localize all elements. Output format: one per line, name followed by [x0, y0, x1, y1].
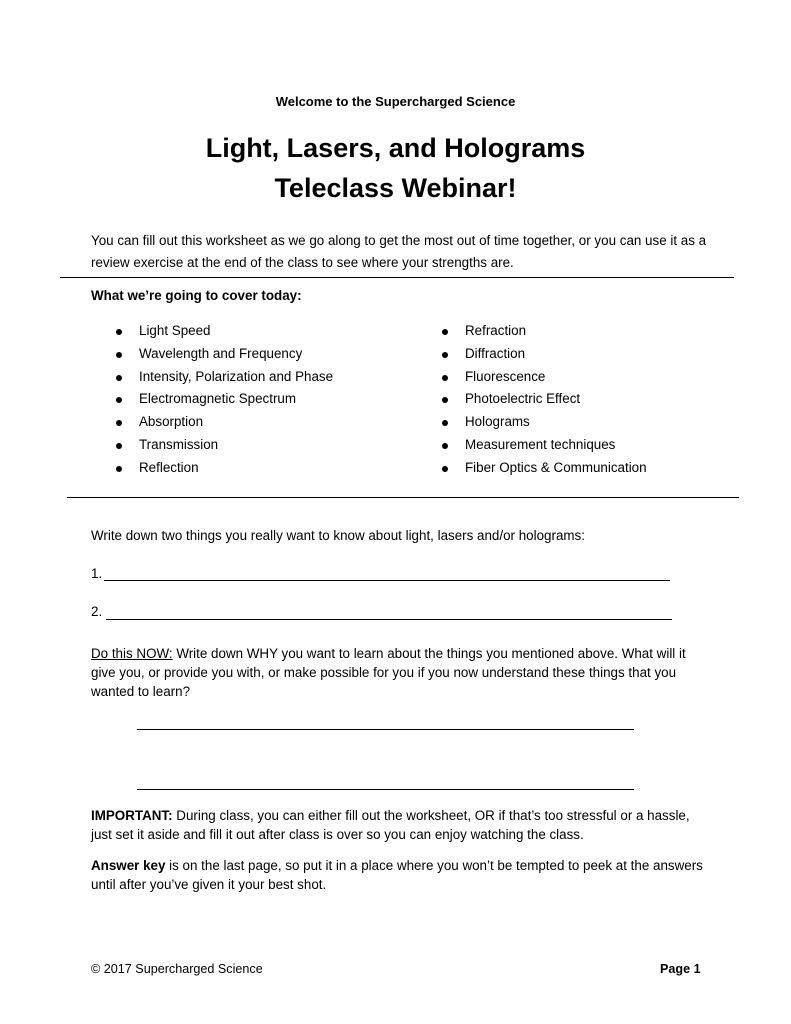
topic-list-left [114, 320, 333, 480]
important-paragraph [91, 806, 711, 844]
bullet-icon [442, 352, 448, 358]
bullet-icon [116, 466, 122, 472]
important-lead: IMPORTANT: [91, 808, 173, 823]
answer-line-2[interactable] [106, 619, 672, 620]
list-item: Refraction [440, 320, 647, 343]
answer-number-2: 2. [91, 604, 103, 619]
list-item: Wavelength and Frequency [114, 343, 333, 366]
cover-heading: What we’re going to cover today: [91, 288, 302, 303]
list-item: Light Speed [114, 320, 333, 343]
important-text: During class, you can either fill out the worksheet, OR if that’s too stressful or a hassle, just set it aside and fill it out after class is over so you can enjoy watching the class. [91, 808, 690, 842]
list-item: Transmission [114, 434, 333, 457]
list-item: Holograms [440, 411, 647, 434]
bullet-icon [116, 397, 122, 403]
intro-paragraph: You can fill out this worksheet as we go along to get the most out of time together, or you can use it as a review exercise at the end of the class to see where your strengths are. [91, 233, 707, 270]
bullet-icon [116, 352, 122, 358]
list-item: Measurement techniques [440, 434, 647, 457]
list-item: Fiber Optics & Communication [440, 457, 647, 480]
list-item: Photoelectric Effect [440, 388, 647, 411]
answer-number-1: 1. [91, 566, 103, 581]
questions-prompt: Write down two things you really want to know about light, lasers and/or holograms: [91, 528, 585, 543]
answer-line-1[interactable] [104, 580, 670, 581]
why-answer-line-1[interactable] [137, 729, 634, 730]
answer-key-lead: Answer key [91, 858, 166, 873]
bullet-icon [442, 329, 448, 335]
page-title-line-2: Teleclass Webinar! [274, 173, 517, 203]
bullet-icon [116, 443, 122, 449]
list-item: Reflection [114, 457, 333, 480]
welcome-heading: Welcome to the Supercharged Science [275, 94, 516, 109]
footer-copyright: © 2017 Supercharged Science [91, 962, 263, 976]
list-item: Diffraction [440, 343, 647, 366]
bullet-icon [442, 443, 448, 449]
answer-key-text: is on the last page, so put it in a place where you won’t be tempted to peek at the answers until after you’ve given it your best shot. [91, 858, 703, 892]
list-item: Electromagnetic Spectrum [114, 388, 333, 411]
why-answer-line-2[interactable] [137, 789, 634, 790]
answer-key-paragraph [91, 856, 711, 894]
list-item: Intensity, Polarization and Phase [114, 366, 333, 389]
bullet-icon [116, 329, 122, 335]
divider-top [60, 277, 734, 278]
list-item: Absorption [114, 411, 333, 434]
bullet-icon [116, 420, 122, 426]
bullet-icon [442, 466, 448, 472]
bullet-icon [442, 420, 448, 426]
bullet-icon [442, 375, 448, 381]
do-this-lead: Do this NOW: [91, 646, 173, 661]
list-item: Fluorescence [440, 366, 647, 389]
footer-page-number: Page 1 [660, 962, 701, 976]
page-title-line-1: Light, Lasers, and Holograms [205, 133, 586, 163]
bullet-icon [116, 375, 122, 381]
do-this-paragraph [91, 644, 711, 701]
bullet-icon [442, 397, 448, 403]
topic-list-right [440, 320, 647, 480]
divider-bottom [67, 497, 739, 498]
do-this-text: Write down WHY you want to learn about the things you mentioned above. What will it give you, or provide you with, or make possible for you if you now understand these things that you wanted to learn? [91, 646, 686, 699]
